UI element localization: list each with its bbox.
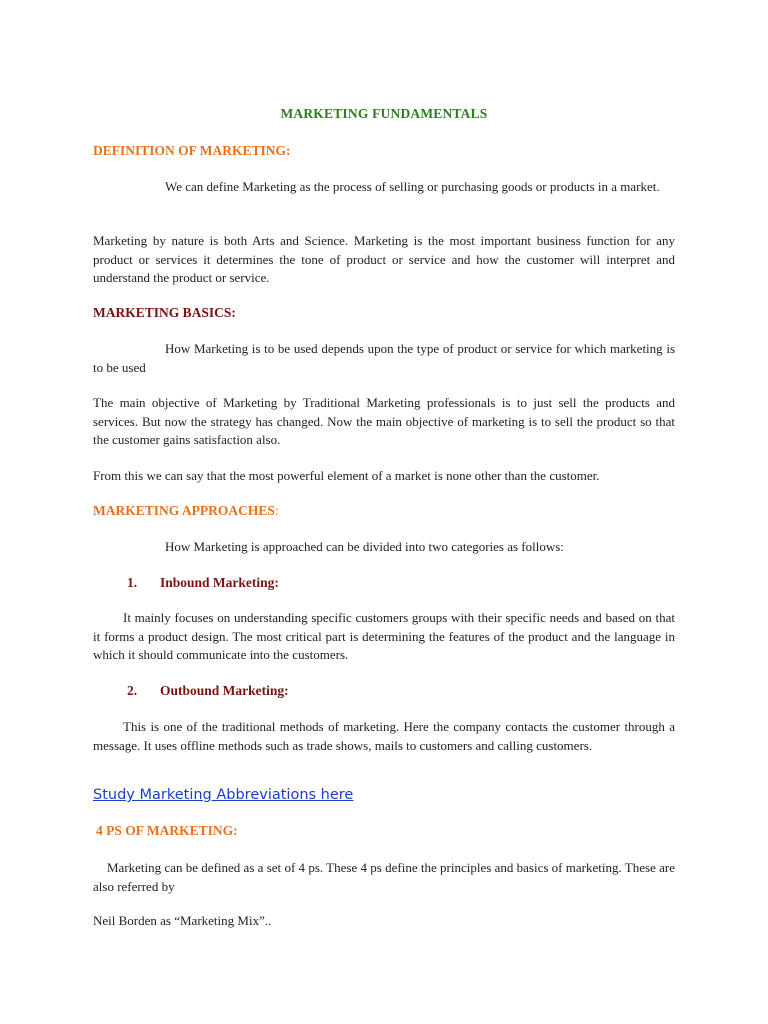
- document-title: MARKETING FUNDAMENTALS: [280, 106, 488, 121]
- list-item-inbound: [93, 575, 675, 593]
- paragraph-basics-2: The main objective of Marketing by Traditional Marketing professionals is to just sell the products and services. But now the strategy has changed. Now the main objective of marketing is to sell the product so that the customer gains satisfaction also.: [93, 395, 675, 447]
- list-item-outbound: [93, 683, 675, 701]
- paragraph-four-ps-1: Marketing can be defined as a set of 4 ps. These 4 ps define the principles and basics of marketing. These are also referred by: [93, 860, 675, 894]
- heading-four-ps: 4 PS OF MARKETING:: [96, 823, 238, 838]
- paragraph-definition-2: Marketing by nature is both Arts and Science. Marketing is the most important business function for any product or services it determines the tone of product or service and how the customer will interpret and understand the product or service.: [93, 233, 675, 285]
- paragraph-approaches-intro: How Marketing is approached can be divided into two categories as follows:: [165, 539, 564, 554]
- paragraph-basics-3: From this we can say that the most powerful element of a market is none other than the customer.: [93, 468, 600, 483]
- paragraph-definition-1: We can define Marketing as the process of selling or purchasing goods or products in a market.: [165, 179, 660, 194]
- heading-definition: DEFINITION OF MARKETING:: [93, 143, 291, 158]
- list-number-2: 2.: [127, 683, 138, 698]
- list-label-inbound: Inbound Marketing:: [160, 575, 279, 590]
- heading-approaches: [93, 503, 675, 519]
- paragraph-basics-1: How Marketing is to be used depends upon the type of product or service for which marketing is to be used: [93, 341, 675, 375]
- heading-approaches-colon: :: [274, 503, 279, 518]
- link-row: [93, 786, 675, 804]
- list-number-1: 1.: [127, 575, 138, 590]
- paragraph-four-ps-2: Neil Borden as “Marketing Mix”..: [93, 913, 272, 928]
- paragraph-inbound: It mainly focuses on understanding specific customers groups with their specific needs and based on that it forms a product design. The most critical part is determining the features of the product and the language in which it should communicate into the customers.: [93, 610, 675, 662]
- heading-approaches-text: MARKETING APPROACHES: [93, 503, 275, 518]
- abbreviations-link[interactable]: Study Marketing Abbreviations here: [93, 787, 354, 803]
- list-label-outbound: Outbound Marketing:: [160, 683, 289, 698]
- heading-basics: MARKETING BASICS:: [93, 305, 236, 320]
- paragraph-outbound: This is one of the traditional methods of marketing. Here the company contacts the customer through a message. It uses offline methods such as trade shows, mails to customers and calling customers.: [93, 719, 675, 753]
